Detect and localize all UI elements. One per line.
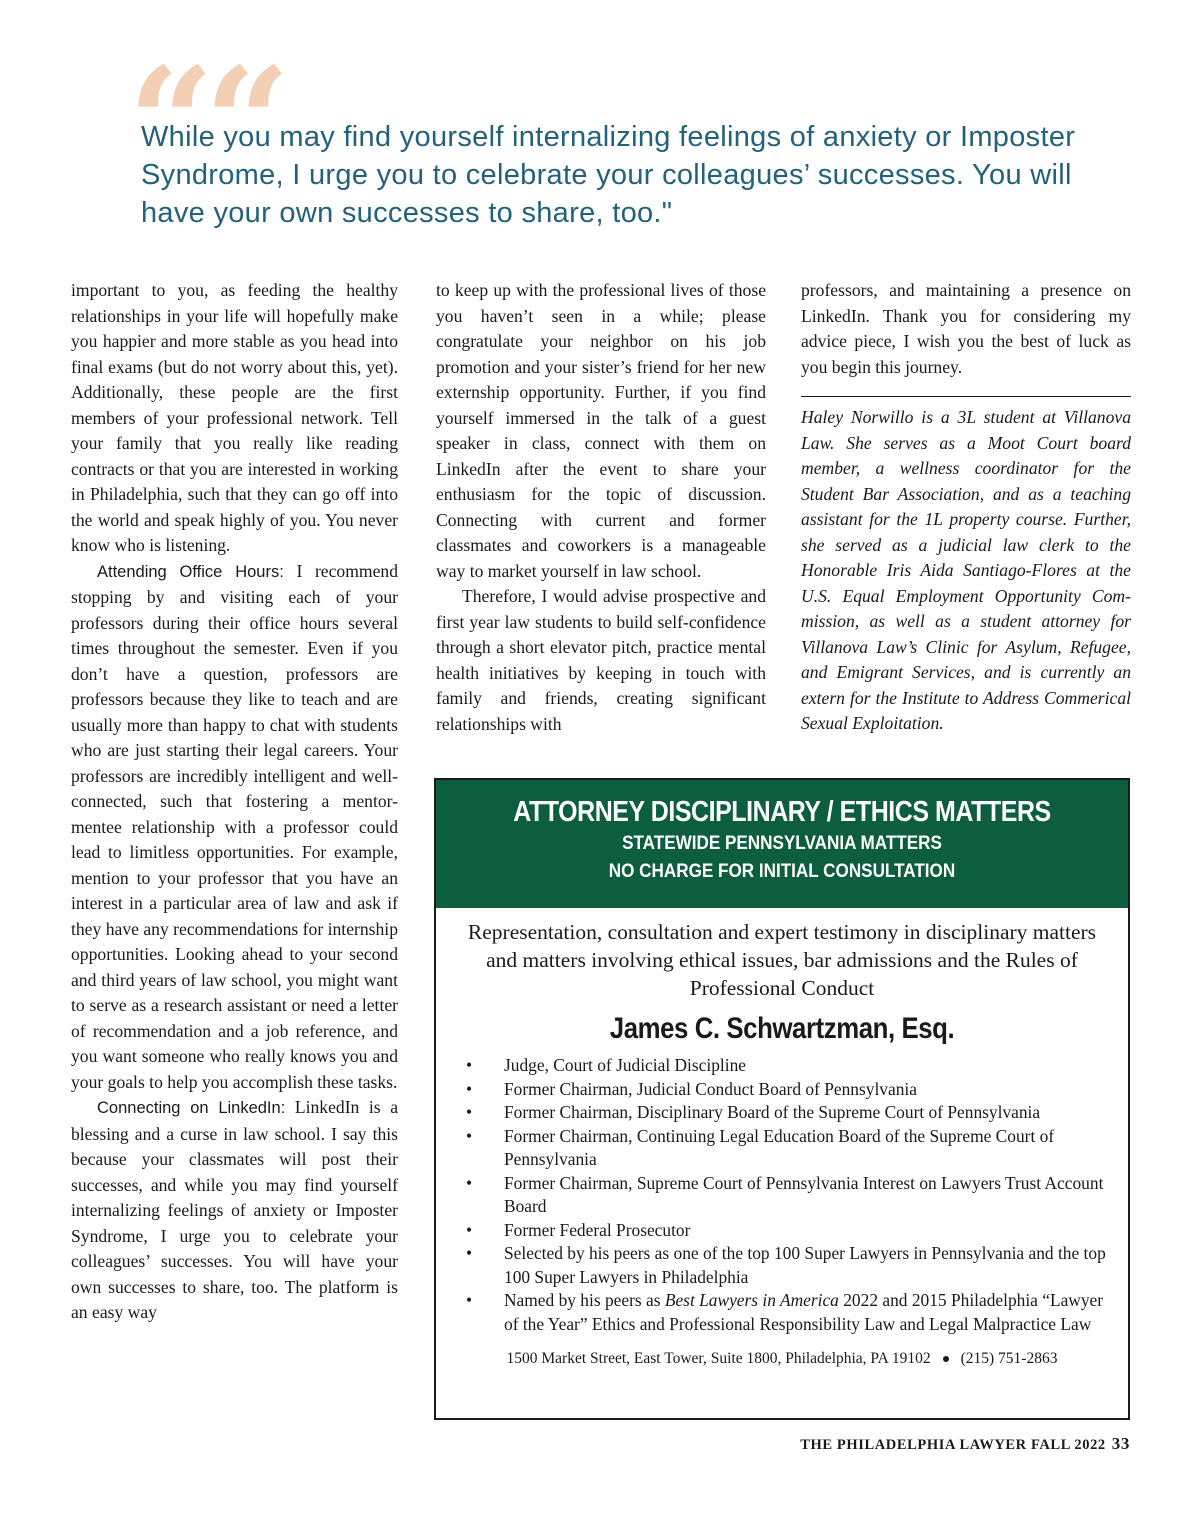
publication-name: THE PHILADELPHIA LAWYER FALL 2022 <box>800 1437 1106 1453</box>
bullet-icon: • <box>466 1125 473 1146</box>
paragraph: to keep up with the professional lives of those you haven’t seen in a while; please congratulate your neighbor on his job promotion and your sister’s friend for her new externship opportunity. Further, if you find yourself immersed in the talk of a guest speaker in class, connect with them on LinkedIn after the event to share your enthusiasm for the topic of discussion. Connecting with current and former classmates and coworkers is a manageable way to market yourself in law school. <box>436 280 766 581</box>
attorney-advertisement <box>434 778 1130 1420</box>
bullet-icon: • <box>466 1102 473 1122</box>
credential-text: Former Federal Prosecutor <box>504 1219 691 1240</box>
list-item <box>466 1101 1106 1125</box>
bullet-icon: • <box>466 1219 473 1240</box>
ad-address: 1500 Market Street, East Tower, Suite 1800, Philadelphia, PA 19102 <box>506 1350 931 1367</box>
list-item <box>466 1242 1106 1289</box>
list-item <box>466 1054 1106 1078</box>
credential-text: Former Chairman, Supreme Court of Pennsylvania Interest on Lawyers Trust Account Board <box>504 1172 1104 1216</box>
ad-title: ATTORNEY DISCIPLINARY / ETHICS MATTERS <box>513 796 1051 828</box>
bullet-icon: • <box>466 1078 473 1099</box>
list-item <box>466 1289 1106 1336</box>
ad-subtitle: NO CHARGE FOR INITIAL CONSULTATION <box>608 861 956 882</box>
credential-text: 2022 and 2015 Philadelphia “Lawyer of the Year” Ethics and Professional Responsibility Law and Legal Malpractice Law <box>504 1290 1104 1334</box>
paragraph-text: I recommend stopping by and visiting each of your professors during their office hours several times throughout the semester. Even if you don’t have a question, professors are professors because they like to teach and are usually more than happy to chat with students who are just starting their legal careers. Your professors are incredibly intelligent and well-connected, such that fostering a mentor-mentee relationship with a professor could lead to limitless opportunities. For example, mention to your professor that you have an interest in a particular area of law and ask if they have any recommendations for internship opportunities. Looking ahead to your second and third years of law school, you might want to serve as a research assistant or need a letter of recommendation and a job reference, and you want someone who really knows you and your goals to help you accomplish these tasks. <box>71 560 398 1092</box>
credential-text: Former Chairman, Judicial Conduct Board of Pennsylvania <box>504 1078 917 1099</box>
bio-divider <box>801 396 1131 397</box>
credential-text: Former Chairman, Disciplinary Board of the Supreme Court of Pennsylvania <box>504 1102 1041 1122</box>
author-bio: Haley Norwillo is a 3L student at Villanova Law. She serves as a Moot Court board member, a wellness coordinator for the Student Bar Association, and as a teaching assistant for the 1L property course. Further, she served as a judicial law clerk to the Honorable Iris Aida Santiago-Flores at the U.S. Equal Employment Opportunity Commission, as well as a student attorney for Villanova Law’s Clinic for Asylum, Refugee, and Emigrant Services, and is currently an extern for the Institute to Address Commerical Sexual Exploitation. <box>801 407 1131 733</box>
article-column-3 <box>801 278 1131 737</box>
list-item <box>466 1172 1106 1219</box>
article-column-2 <box>436 278 766 737</box>
paragraph: professors, and maintaining a presence on LinkedIn. Thank you for considering my advice piece, I wish you the best of luck as you begin this journey. <box>801 280 1131 377</box>
pull-quote: While you may find yourself internalizing feelings of anxiety or Imposter Syndrome, I urge you to celebrate your colleagues’ successes. You will have your own successes to share, too." <box>141 121 1076 229</box>
credentials-list <box>436 1054 1128 1336</box>
list-item <box>466 1125 1106 1172</box>
credential-text: Judge, Court of Judicial Discipline <box>504 1055 746 1075</box>
bullet-icon: • <box>466 1290 473 1310</box>
run-in-heading: Attending Office Hours: <box>97 562 284 581</box>
credential-text: Selected by his peers as one of the top 100 Super Lawyers in Pennsylvania and the top 100 Super Lawyers in Philadelphia <box>504 1243 1106 1287</box>
bullet-icon: • <box>466 1243 473 1263</box>
bullet-icon: • <box>466 1055 473 1075</box>
ad-phone: (215) 751-2863 <box>960 1350 1058 1367</box>
list-item <box>466 1078 1106 1102</box>
paragraph-linkedin <box>71 1095 398 1326</box>
ad-subtitle: STATEWIDE PENNSYLVANIA MATTERS <box>622 833 942 854</box>
credential-text: Former Chairman, Continuing Legal Education Board of the Supreme Court of Pennsylvania <box>504 1125 1055 1169</box>
list-item <box>466 1219 1106 1243</box>
paragraph: Therefore, I would advise prospective and first year law students to build self-confidence through a short elevator pitch, practice mental health initiatives by keeping in touch with family and friends, creating significant relationships with <box>436 586 766 734</box>
paragraph-office-hours <box>71 559 398 1096</box>
ad-header <box>436 780 1128 908</box>
quotation-mark-icon: ““ <box>128 35 281 211</box>
page-number: 33 <box>1111 1434 1130 1453</box>
attorney-name: James C. Schwartzman, Esq. <box>609 1012 955 1045</box>
credential-emphasis: Best Lawyers in America <box>664 1290 839 1310</box>
credential-text: Named by his peers as <box>504 1290 665 1310</box>
paragraph-text: LinkedIn is a blessing and a curse in law school. I say this because your classmates will post their successes, and while you may find yourself internalizing feelings of anxiety or Imposter Syndrome, I urge you to celebrate your colleagues’ successes. You will have your own successes to share, too. The platform is an easy way <box>71 1097 399 1322</box>
paragraph: important to you, as feeding the healthy relationships in your life will hopefully make you happier and more stable as you head into final exams (but do not worry about this, yet). Additionally, these people are the first members of your professional network. Tell your family that you really like reading contracts or that you are interested in working in Philadelphia, such that they can go off into the world and speak highly of you. You never know who is listening. <box>71 280 398 555</box>
ad-intro: Representation, consultation and expert testimony in disciplinary matters and matters involving ethical issues, bar admissions and the Rules of Professional Conduct <box>467 920 1097 1000</box>
page-footer <box>800 1434 1130 1454</box>
run-in-heading: Connecting on LinkedIn: <box>97 1099 286 1117</box>
ad-contact <box>436 1350 1128 1368</box>
bullet-icon: • <box>466 1172 473 1193</box>
bullet-dot-icon <box>943 1356 949 1362</box>
article-column-1 <box>71 278 398 1326</box>
